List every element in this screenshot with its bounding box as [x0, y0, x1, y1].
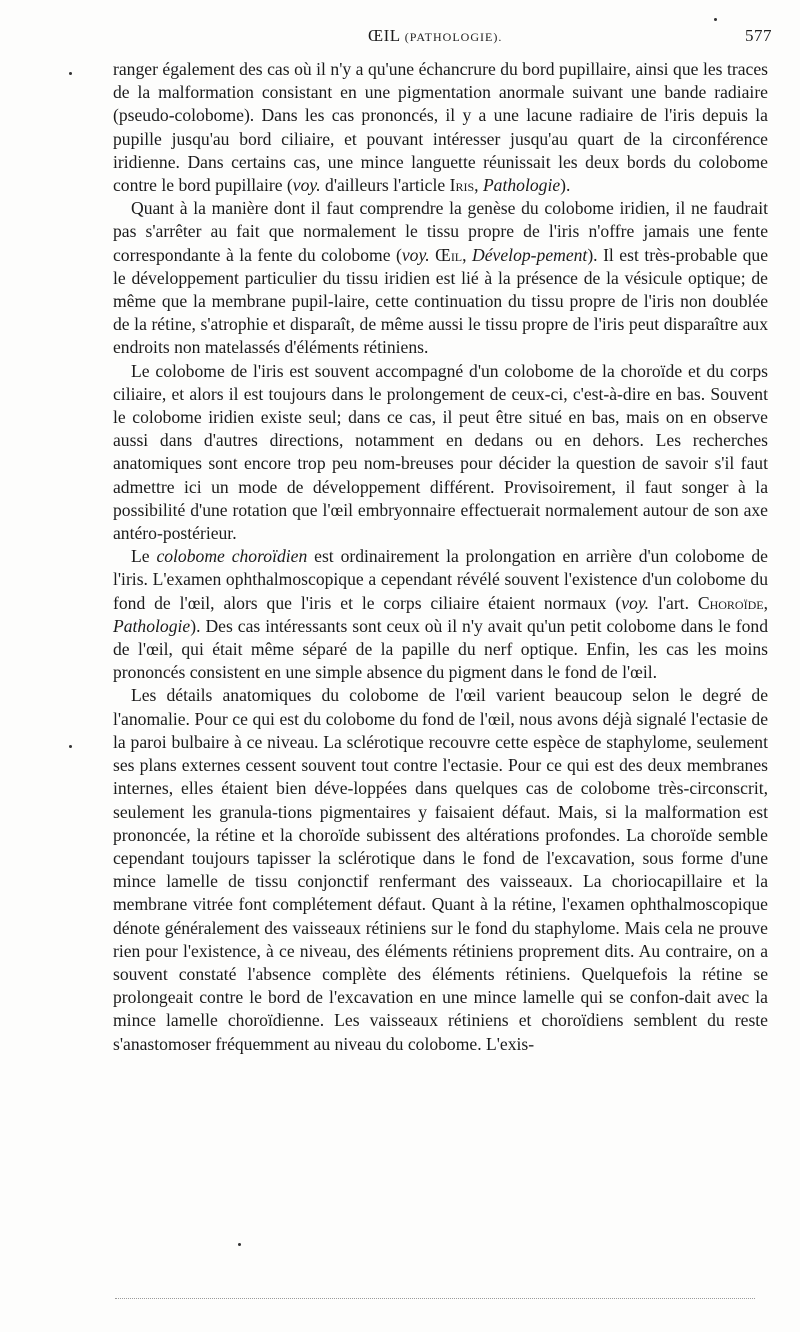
italic-text: Dévelop-pement [472, 244, 588, 265]
body-text-run: ). Il est très-probable que le développement particulier du tissu iridien est lié à la présence de la vésicule optique; de même que la membrane pupil-laire, cette continuation du tissu propre de l'iris non doublée de la rétine, s'atrophie et disparaît, de même aussi le tissu propre de l'iris peut disparaître aux endroits non matelassés d'éléments rétiniens. [113, 244, 769, 358]
article-body [113, 58, 768, 1056]
body-text-run: , [462, 244, 473, 265]
body-text-run: Les détails anatomiques du colobome de l'œil varient beaucoup selon le degré de l'anomalie. Pour ce qui est du colobome du fond de l'œil, nous avons déjà signalé l'ectasie de la paroi bulbaire à ce niveau. La sclérotique recouvre cette espèce de staphylome, seulement ses plans externes cessent souvent tout contre l'ectasie. Pour ce qui est des deux membranes internes, elles étaient bien déve-loppées dans quelques cas de colobome très-circonscrit, seulement les granula-tions pigmentaires y faisaient défaut. Mais, si la malformation est prononcée, la rétine et la choroïde subissent des altérations profondes. La choroïde semble cependant toujours tapisser la sclérotique dans le fond de l'excavation, sous forme d'une mince lamelle de tissu conjonctif renfermant des vaisseaux. La choriocapillaire et la membrane vitrée font complétement défaut. Quant à la rétine, l'examen ophthalmoscopique dénote généralement des vaisseaux rétiniens sur le fond du staphylome. Mais cela ne prouve rien pour l'existence, à ce niveau, des éléments rétiniens proprement dits. Au contraire, on a souvent constaté l'absence complète des éléments rétiniens. Quelquefois la rétine se prolongeait contre le bord de l'excavation en une mince lamelle qui se confon-dait avec la mince lamelle choroïdienne. Les vaisseaux rétiniens et choroïdiens semblent du reste s'anastomoser fréquemment au niveau du colobome. L'exis- [113, 685, 768, 1054]
paragraph-p4 [113, 545, 768, 684]
small-caps-text: Choroïde [697, 592, 764, 613]
body-text-run: ). [560, 175, 571, 196]
italic-text: voy. [292, 175, 321, 196]
body-text-run: , [763, 592, 768, 613]
page-number: 577 [745, 26, 772, 45]
footer-rule [115, 1298, 755, 1299]
body-text-run: l'art. [649, 592, 698, 613]
body-text-run: Quant à la manière dont il faut comprendre la genèse du colobome iridien, il ne faudrait pas s'arrêter au fait que normalement le tissu propre de l'iris n'offre jamais une fente correspondante à la fente du colobome ( [113, 198, 768, 265]
margin-speck [69, 745, 72, 748]
margin-speck [69, 72, 72, 75]
body-text-run: ). Des cas intéressants sont ceux où il n'y avait qu'un petit colobome dans le fond de l'œil, qui était même séparé de la papille du nerf optique. Enfin, les cas les moins prononcés consistent en une simple absence du pigment dans le fond de l'œil. [113, 615, 768, 683]
paragraph-p2 [113, 197, 768, 359]
italic-text: Pathologie [113, 615, 191, 636]
body-text-run: est ordinairement la prolongation en arrière d'un colobome de l'iris. L'examen ophthalmoscopique a cependant révélé souvent l'existence d'un colobome du fond de l'œil, alors que l'iris et le corps ciliaire étaient normaux ( [113, 546, 768, 613]
body-text-run: , [474, 175, 483, 196]
body-text-run: ranger également des cas où il n'y a qu'une échancrure du bord pupillaire, ainsi que les traces de la malformation consistant en une pigmentation anormale suivant une bande radiaire (pseudo-colobome). Dans les cas prononcés, il y a une lacune radiaire de l'iris depuis la pupille jusqu'au bord ciliaire, et pouvant intéresser jusqu'au quart de la circonférence iridienne. Dans certains cas, une mince languette réunissait les deux bords du colobome contre le bord pupillaire ( [113, 59, 768, 196]
running-header [110, 26, 772, 50]
running-title [368, 26, 502, 46]
margin-speck [238, 1243, 241, 1246]
body-text-run: d'ailleurs l'article [320, 175, 450, 196]
italic-text: voy. [621, 592, 650, 613]
italic-text: voy. [401, 244, 430, 265]
margin-speck [714, 18, 717, 21]
running-title-main: ŒIL [368, 26, 401, 45]
italic-text: colobome choroïdien [156, 546, 308, 567]
body-text-run: Le [131, 546, 157, 567]
italic-text: Pathologie [482, 175, 561, 196]
body-text-run: Le colobome de l'iris est souvent accompagné d'un colobome de la choroïde et du corps ciliaire, et alors il est toujours dans le prolongement de ceux-ci, c'est-à-dire en bas. Souvent le colobome iridien existe seul; dans ce cas, il peut être situé en bas, mais on en observe aussi dans d'autres directions, notamment en dedans ou en dehors. Les recherches anatomiques sont encore trop peu nom-breuses pour décider la question de savoir s'il faut admettre ici un mode de développement différent. Provisoirement, il faut songer à la possibilité d'une rotation que l'œil embryonnaire effectuerait normalement autour de son axe antéro-postérieur. [113, 360, 768, 544]
running-title-sub: (PATHOLOGIE). [404, 30, 503, 44]
small-caps-text: Œil [435, 244, 463, 265]
paragraph-p3 [113, 360, 768, 546]
paragraph-p1 [113, 58, 768, 197]
small-caps-text: Iris [449, 175, 475, 196]
paragraph-p5 [113, 684, 768, 1055]
